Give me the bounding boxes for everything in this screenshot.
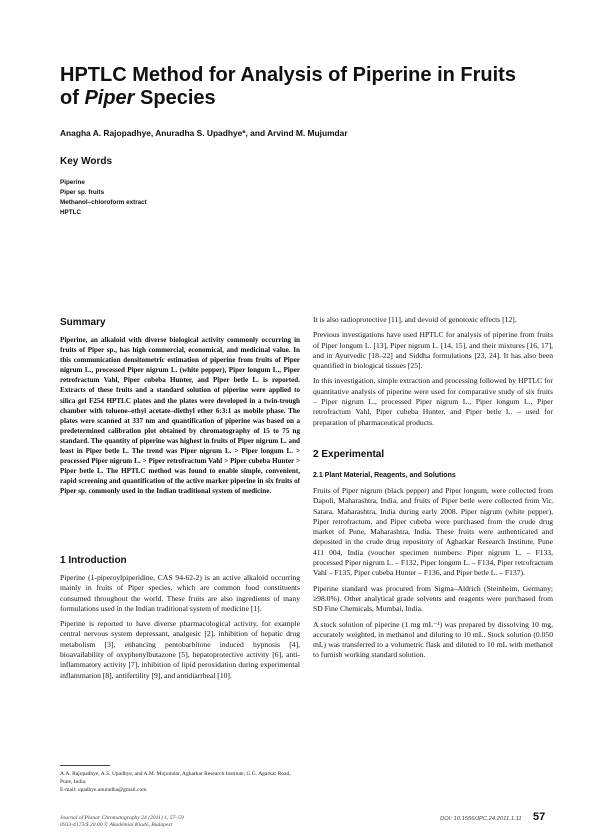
keyword-item: Piper sp. fruits — [60, 189, 105, 196]
materials-paragraph-1: Fruits of Piper nigrum (black pepper) and Piper longum, were collected from Dapoli, Maharashtra, India, and fruits of Piper betle were collected from Vir, Satara, Maharashtra, India during early 2008. Piper nigrum (white pepper), Piper retrofractum, and Piper cubeba were purchased from the crude drug market of Pune, Maharashtra, India. These fruits were authenticated and deposited in the crude drug repository of Agharkar Research Institute, Pune 411 004, India (voucher specimen numbers: Piper nigrum L. – F133, processed Piper nigrum L. – F132, Piper longum L. – F134, Piper retrofractum Vahl – F135, Piper cubeba Hunter – F136, and Piper betle L. – F137). — [313, 485, 553, 578]
materials-paragraph-3: A stock solution of piperine (1 mg mL⁻¹) was prepared by dissolving 10 mg, accurately weighted, in methanol and diluting to 10 mL. Stock solution (0.050 mL) was transferred to a volumetric flask and diluted to 10 mL with methanol to furnish working standard solution. — [313, 619, 553, 660]
footnote-divider — [60, 765, 110, 766]
keywords-heading: Key Words — [60, 156, 113, 167]
intro-paragraph-2: Piperine is reported to have diverse pharmacological activity, for example central nervous system depressant, analgesic [2], inhibition of hepatic drug metabolism [3], enhancing pentobarbitone induced hypnosis [4], bioavailability of oxyphenylbutazone [5], hepatoprotective activity [6], anti-inflammatory activity [7], inhibition of lipid peroxidation during experimental inflammation [8], antifertility [9], and antidiarrheal [10]. — [60, 619, 300, 680]
left-column — [60, 316, 300, 686]
body-paragraph-3: In this investigation, simple extraction and processing followed by HPTLC for quantitative analysis of piperine were used for comparative study of six fruits – Piper nigrum L., processed Piper nigrum L., Piper longum L., Piper retrofractum Vahl, Piper cubeba Hunter, and Piper betle L. – used for preparation of pharmaceutical products. — [313, 376, 553, 427]
keyword-item: HPTLC — [60, 209, 81, 216]
introduction-heading: 1 Introduction — [60, 555, 127, 566]
materials-subheading: 2.1 Plant Material, Reagents, and Solutions — [313, 471, 456, 479]
journal-citation — [60, 815, 360, 829]
keyword-item: Methanol–chloroform extract — [60, 199, 147, 206]
title-line-1: HPTLC Method for Analysis of Piperine in Fruits — [60, 64, 516, 86]
keyword-item: Piperine — [60, 179, 85, 186]
page-number: 57 — [533, 811, 546, 823]
journal-line-1: Journal of Planar Chromatography 24 (2011) 1, 57–59 — [60, 815, 184, 821]
right-column — [313, 315, 553, 666]
materials-paragraph-2: Piperine standard was procured from Sigma–Aldrich (Steinheim, Germany; ≥98.0%). Other analytical grade solvents and reagents were purchased from SD Fine Chemicals, Mumbai, India. — [313, 583, 553, 614]
summary-text: Piperine, an alkaloid with diverse biological activity commonly occurring in fruits of Piper sp., has high commercial, economical, and medicinal value. In this communication densitometric estimation of piperine from fruits of Piper nigrum L., processed Piper nigrum L. (white pepper), Piper longum L., Piper retrofractum Vahl, Piper cubeba Hunter, and Piper betle L. is reported. Extracts of these fruits and a standard solution of piperine were applied to silica gel F254 HPTLC plates and the plates were developed in a twin-trough chamber with toluene–ethyl acetate–diethyl ether 6:3:1 as mobile phase. The plates were scanned at 337 nm and quantification of piperine was based on a predetermined calibration plot obtained by chromatography of 15 to 75 ng standard. The quantity of piperine was highest in fruits of Piper nigrum L. and least in Piper betle L. The trend was Piper nigrum L. > Piper longum L. > processed Piper nigrum L. > Piper retrofractum Vahl > Piper cubeba Hunter > Piper betle L. The HPTLC method was found to enable simple, convenient, rapid screening and quantification of the active marker piperine in six fruits of Piper sp. commonly used in the Indian traditional system of medicine. — [60, 336, 300, 496]
intro-paragraph-1: Piperine (1-piperoylpiperidine, CAS 94-62-2) is an active alkaloid occurring mainly in fruits of Piper species, which are common food constituents consumed throughout the world. These fruits are also ingredients of many formulations used in the Indian traditional system of medicine [1]. — [60, 573, 300, 613]
author-footnote — [60, 770, 300, 794]
experimental-heading: 2 Experimental — [313, 448, 385, 460]
body-paragraph-2: Previous investigations have used HPTLC for analysis of piperine from fruits of Piper longum L. [13], Piper nigrum L. [14, 15], and their mixtures [16, 17], and in Ayurvedic [18–22] and Siddha formulations [23, 24]. It has also been quantified in biological tissues [25]. — [313, 330, 553, 371]
doi-label: DOI: 10.1556/JPC.24.2011.1.11 — [440, 816, 522, 822]
body-paragraph-1: It is also radioprotective [11], and devoid of genotoxic effects [12]. — [313, 315, 517, 324]
journal-line-2: 0933-4173/$ 20.00 © Akadémiai Kiadó, Budapest — [60, 822, 173, 828]
email-text: E-mail: upadhye.anuradha@gmail.com — [60, 787, 147, 793]
keywords-list — [60, 178, 300, 218]
affiliation-text: A.A. Rajopadhye, A.S. Upadhye, and A.M. Mujumdar, Agharkar Research Institute, G.G. Agarkar Road, Pune, India. — [60, 771, 291, 785]
summary-heading: Summary — [60, 317, 106, 328]
paper-title — [60, 64, 530, 110]
author-list: Anagha A. Rajopadhye, Anuradha S. Upadhye*, and Arvind M. Mujumdar — [60, 128, 348, 138]
title-line-2: of Piper Species — [60, 87, 216, 109]
